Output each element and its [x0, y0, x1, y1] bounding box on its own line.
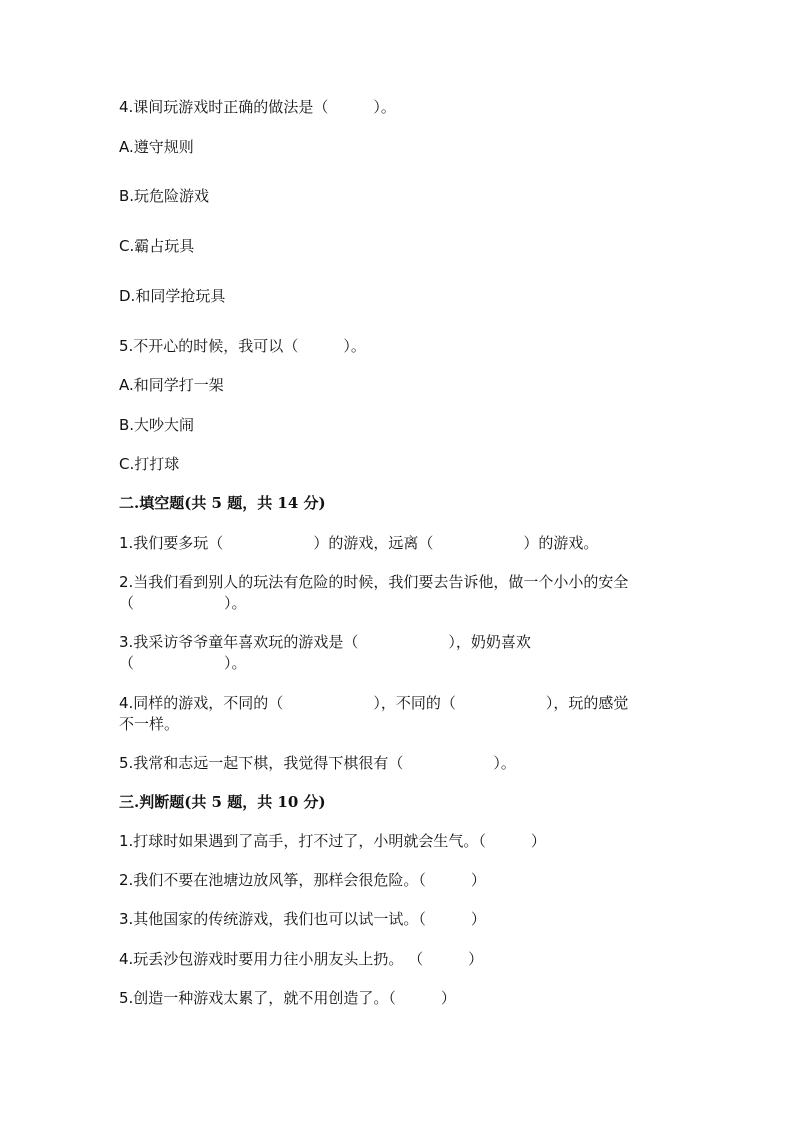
fill-item-3-continued: （ ）。	[119, 654, 247, 672]
fill-section-heading: 二.填空题(共 5 题，共 14 分)	[119, 494, 326, 512]
question-4-option-a: A.遵守规则	[119, 138, 194, 156]
judge-item-2: 2.我们不要在池塘边放风筝，那样会很危险。（ ）	[119, 871, 486, 889]
fill-item-1: 1.我们要多玩（ ）的游戏，远离（ ）的游戏。	[119, 534, 599, 552]
fill-item-3: 3.我采访爷爷童年喜欢玩的游戏是（ ），奶奶喜欢	[119, 633, 531, 651]
question-5-option-a: A.和同学打一架	[119, 376, 224, 394]
question-4-option-d: D.和同学抢玩具	[119, 287, 226, 305]
judge-item-5: 5.创造一种游戏太累了，就不用创造了。（ ）	[119, 989, 456, 1007]
question-5-option-b: B.大吵大闹	[119, 416, 195, 434]
question-5-option-c: C.打打球	[119, 455, 180, 473]
question-4-option-b: B.玩危险游戏	[119, 187, 210, 205]
question-4-option-c: C.霸占玩具	[119, 237, 195, 255]
judge-section-heading: 三.判断题(共 5 题，共 10 分)	[119, 793, 326, 811]
judge-item-4: 4.玩丢沙包游戏时要用力往小朋友头上扔。 （ ）	[119, 950, 484, 968]
fill-item-2-continued: （ ）。	[119, 594, 247, 612]
judge-item-1: 1.打球时如果遇到了高手，打不过了，小明就会生气。（ ）	[119, 832, 546, 850]
question-5-stem: 5.不开心的时候，我可以（ ）。	[119, 337, 366, 355]
fill-item-4: 4.同样的游戏，不同的（ ），不同的（ ），玩的感觉	[119, 694, 629, 712]
fill-item-2: 2.当我们看到别人的玩法有危险的时候，我们要去告诉他，做一个小小的安全	[119, 573, 629, 591]
question-4-stem: 4.课间玩游戏时正确的做法是（ ）。	[119, 98, 396, 116]
fill-item-4-continued: 不一样。	[119, 715, 180, 733]
fill-item-5: 5.我常和志远一起下棋，我觉得下棋很有（ ）。	[119, 754, 516, 772]
judge-item-3: 3.其他国家的传统游戏，我们也可以试一试。（ ）	[119, 910, 486, 928]
